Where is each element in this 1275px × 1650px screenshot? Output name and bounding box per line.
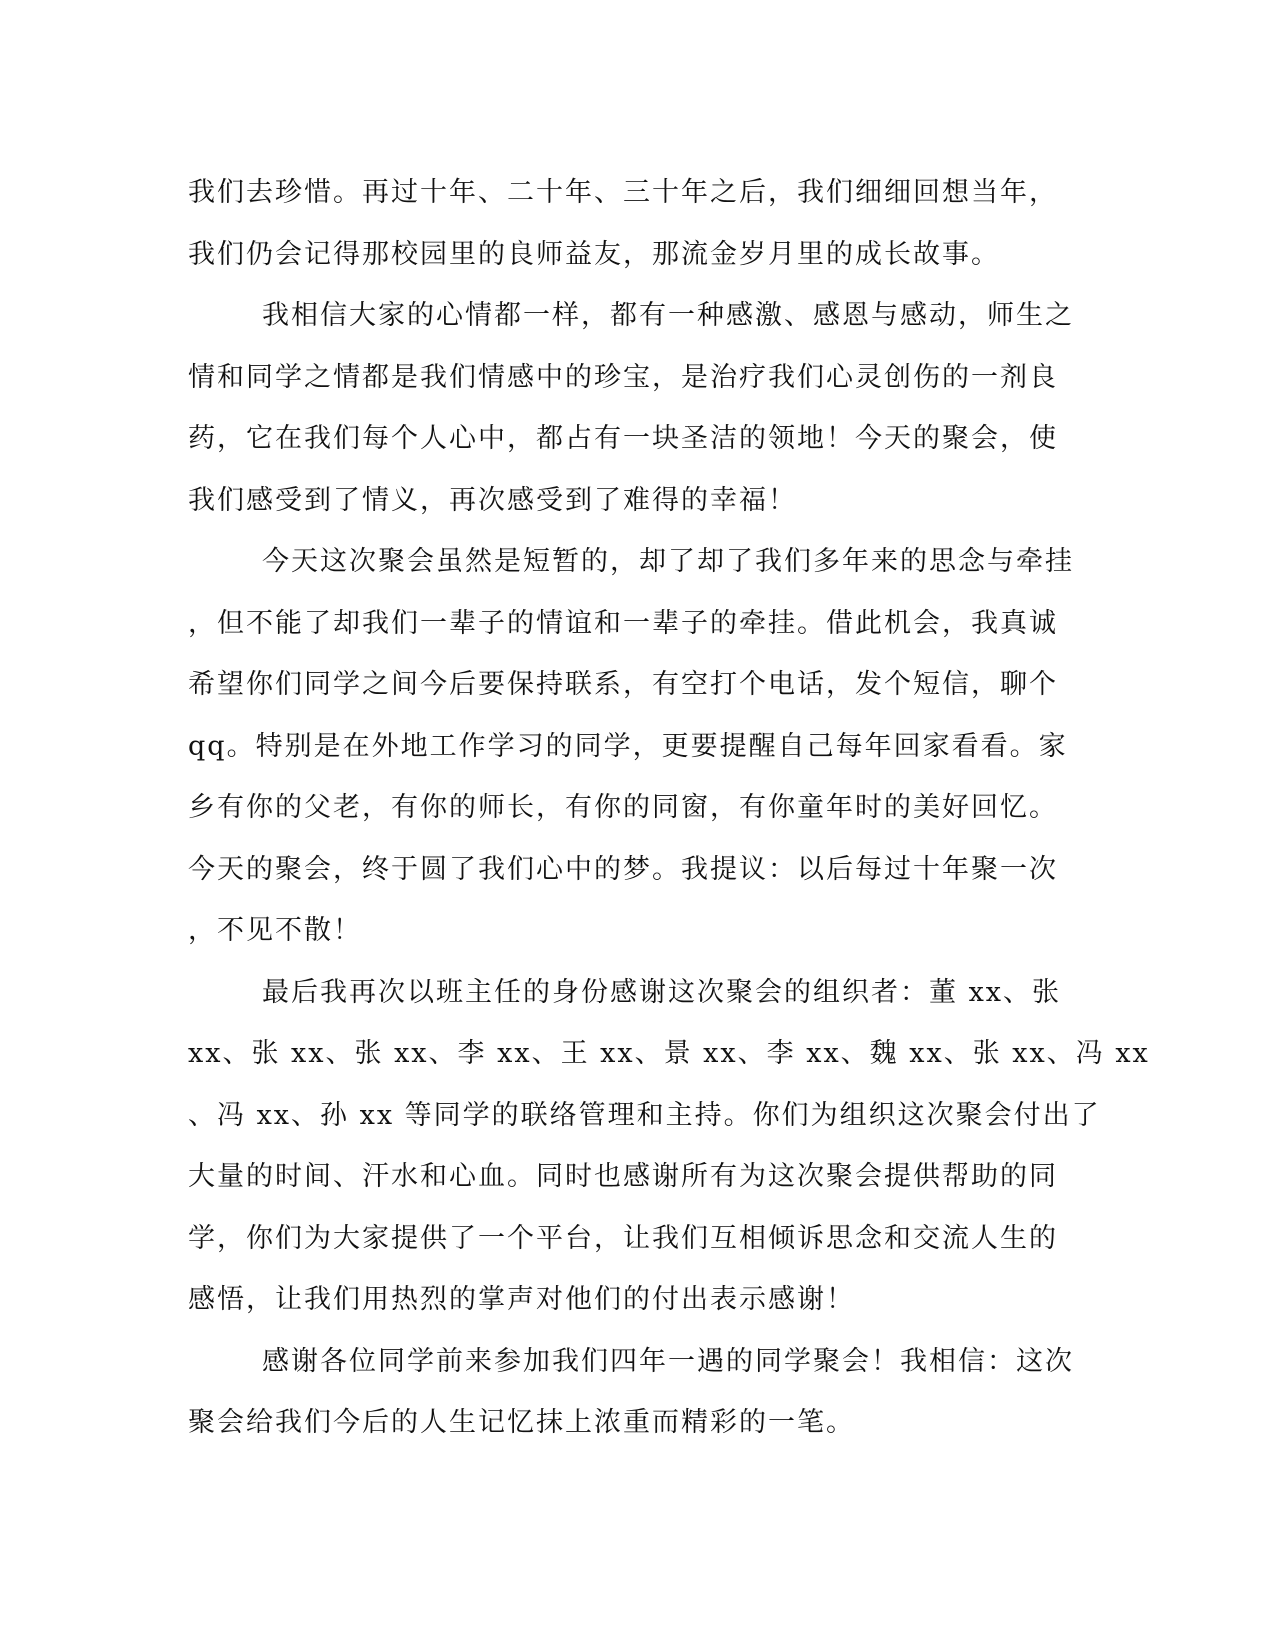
- text-line: ，但不能了却我们一辈子的情谊和一辈子的牵挂。借此机会，我真诚: [188, 607, 1058, 639]
- text-line: 我们感受到了情义，再次感受到了难得的幸福！: [188, 484, 797, 516]
- text-line: 今天这次聚会虽然是短暂的，却了却了我们多年来的思念与牵挂: [262, 546, 1074, 577]
- text-line: 今天的聚会，终于圆了我们心中的梦。我提议：以后每过十年聚一次: [188, 853, 1058, 885]
- text-line: xx、张 xx、张 xx、李 xx、王 xx、景 xx、李 xx、魏 xx、张 xx、冯 xx: [188, 1038, 1150, 1069]
- text-line: 希望你们同学之间今后要保持联系，有空打个电话，发个短信，聊个: [188, 669, 1058, 700]
- text-line: 、冯 xx、孙 xx 等同学的联络管理和主持。你们为组织这次聚会付出了: [188, 1099, 1101, 1131]
- document-body: [188, 162, 1150, 1454]
- text-line: 感悟，让我们用热烈的掌声对他们的付出表示感谢！: [188, 1284, 855, 1315]
- text-line: 大量的时间、汗水和心血。同时也感谢所有为这次聚会提供帮助的同: [188, 1161, 1058, 1192]
- text-line: 我相信大家的心情都一样，都有一种感激、感恩与感动，师生之: [262, 300, 1074, 331]
- text-line: 我们去珍惜。再过十年、二十年、三十年之后，我们细细回想当年，: [188, 177, 1058, 208]
- text-line: 最后我再次以班主任的身份感谢这次聚会的组织者：董 xx、张: [262, 976, 1062, 1008]
- text-line: qq。特别是在外地工作学习的同学，更要提醒自己每年回家看看。家: [188, 730, 1068, 762]
- text-line: 乡有你的父老，有你的师长，有你的同窗，有你童年时的美好回忆。: [188, 792, 1058, 823]
- paragraph-2: [188, 285, 1088, 531]
- text-line: 感谢各位同学前来参加我们四年一遇的同学聚会！我相信：这次: [262, 1345, 1074, 1377]
- paragraph-4: [188, 962, 1150, 1331]
- paragraph-3: [188, 531, 1088, 962]
- text-line: 我们仍会记得那校园里的良师益友，那流金岁月里的成长故事。: [188, 238, 1000, 270]
- paragraph-1: [188, 162, 1088, 285]
- text-line: 情和同学之情都是我们情感中的珍宝，是治疗我们心灵创伤的一剂良: [188, 361, 1058, 393]
- text-line: 聚会给我们今后的人生记忆抹上浓重而精彩的一笔。: [188, 1407, 855, 1438]
- text-line: 学，你们为大家提供了一个平台，让我们互相倾诉思念和交流人生的: [188, 1222, 1058, 1254]
- paragraph-5: [188, 1331, 1088, 1454]
- text-line: ，不见不散！: [188, 915, 362, 946]
- text-line: 药，它在我们每个人心中，都占有一块圣洁的领地！今天的聚会，使: [188, 423, 1058, 454]
